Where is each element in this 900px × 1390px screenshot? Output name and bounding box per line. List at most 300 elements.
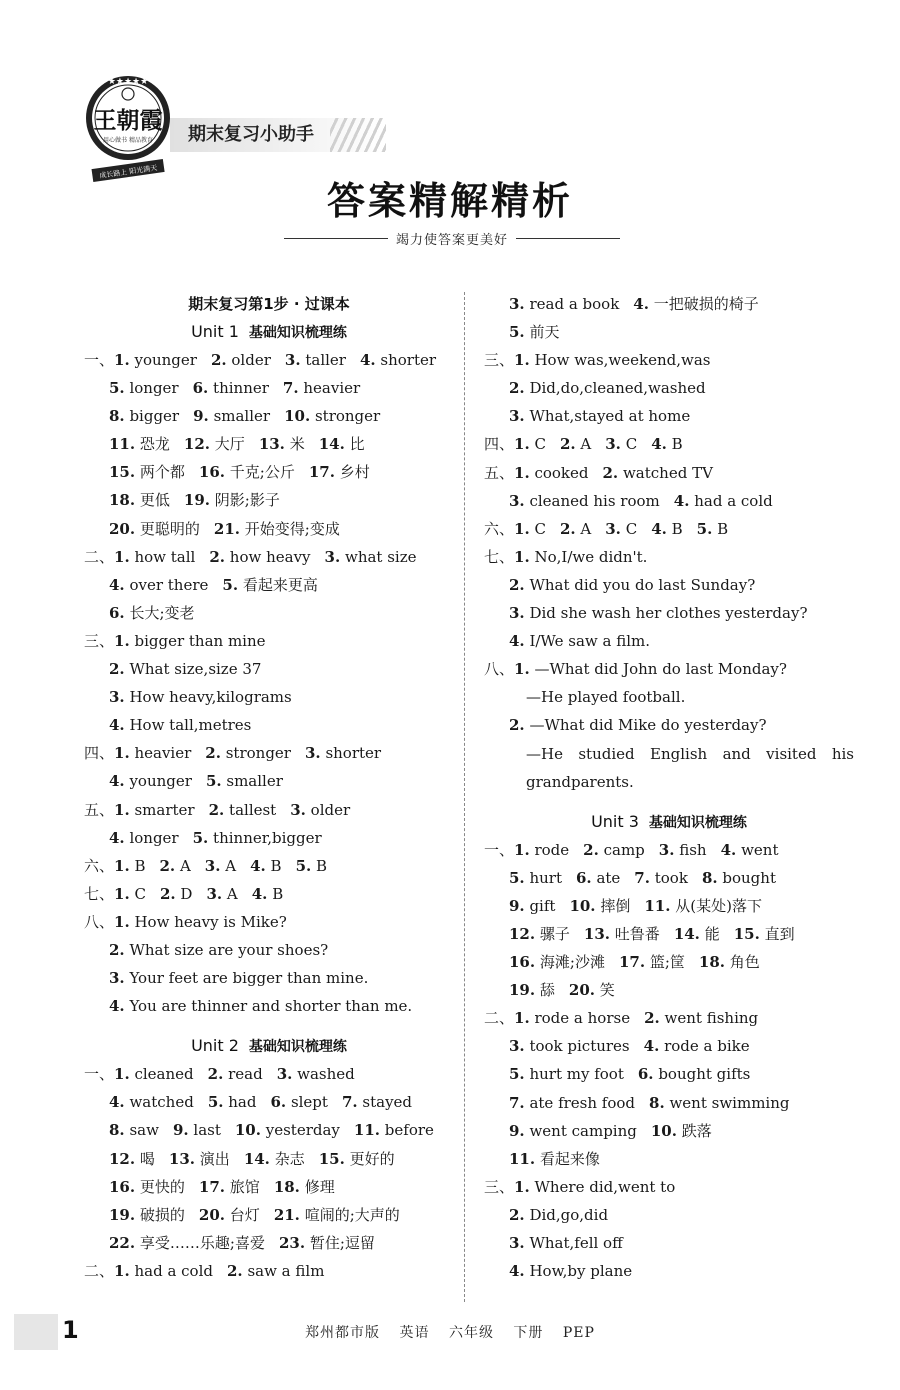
answer-text: 能 (704, 924, 720, 943)
question-number: 2. (583, 840, 599, 859)
question-number: 7. (341, 1093, 358, 1112)
answer-text: 演出 (199, 1149, 230, 1168)
answer-text: bought (722, 868, 776, 887)
answer-text: No,I/we didn't. (534, 547, 648, 566)
question-number: 3. (509, 295, 525, 313)
logo-sub2: 成长路上 阳光满天 (98, 163, 158, 180)
answer-row (484, 318, 854, 346)
answer-row (84, 880, 454, 908)
answer-row (484, 1201, 854, 1229)
answer-text: 修理 (304, 1177, 335, 1196)
answer-row (84, 739, 454, 767)
question-number: 4. (359, 351, 376, 369)
question-number: 3. (509, 407, 525, 426)
footer-grade: 六年级 (448, 1325, 494, 1341)
page-number: 1 (62, 1316, 79, 1344)
answer-text: —What did John do last Monday? (534, 660, 787, 679)
question-number: 1. (114, 744, 130, 763)
answer-text: What size,size 37 (129, 660, 262, 679)
question-group-label: 五、 (84, 800, 115, 819)
footer-version: PEP (562, 1325, 595, 1341)
unit-2-answers (84, 1060, 454, 1285)
answer-text: How heavy is Mike? (134, 912, 287, 931)
answer-row (84, 936, 454, 964)
answer-row (484, 543, 854, 571)
question-number: 19. (509, 981, 536, 1000)
answer-text: older (231, 351, 271, 369)
answer-row (484, 1089, 854, 1117)
answer-text: went fishing (664, 1009, 759, 1028)
answer-text: 大厅 (214, 435, 245, 454)
question-number: 3. (324, 547, 341, 566)
answer-row (84, 1229, 454, 1257)
answer-row (484, 599, 854, 627)
question-number: 4. (643, 1037, 660, 1056)
answer-text: 暂住;逗留 (309, 1233, 375, 1252)
answer-text: 海滩;沙滩 (539, 953, 605, 972)
question-number: 8. (649, 1093, 665, 1112)
banner-stripes (330, 118, 386, 152)
answer-text: 更好的 (349, 1149, 395, 1168)
question-number: 10. (650, 1121, 677, 1140)
answer-row (484, 459, 854, 487)
answer-row (84, 1088, 454, 1116)
answer-text: longer (129, 828, 179, 847)
question-number: 4. (109, 1093, 125, 1112)
answer-text: stronger (225, 744, 291, 763)
answer-text: thinner (213, 379, 269, 398)
question-number: 3. (304, 744, 321, 763)
question-number: 5. (192, 828, 209, 847)
answer-text: A (580, 435, 592, 454)
answer-text: 台灯 (229, 1205, 260, 1224)
answer-text: younger (129, 772, 192, 791)
answer-text: smarter (134, 800, 195, 819)
unit-1-title (84, 318, 454, 346)
answer-row (84, 1116, 454, 1144)
answer-text: longer (129, 379, 179, 398)
question-number: 15. (733, 924, 760, 943)
answer-text: 角色 (729, 953, 760, 972)
question-group-label: 二、 (84, 547, 115, 566)
answer-text: How heavy,kilograms (129, 688, 292, 707)
header-banner: 期末复习小助手 (170, 118, 382, 152)
answer-row (84, 627, 454, 655)
question-group-label: 四、 (84, 744, 115, 763)
answer-text: saw (129, 1121, 159, 1140)
question-group-label: 三、 (84, 631, 115, 650)
question-number: 3. (605, 519, 621, 538)
answer-row (84, 852, 454, 880)
question-number: 17. (198, 1177, 226, 1196)
question-number: 5. (205, 772, 222, 791)
question-number: 8. (109, 1121, 125, 1140)
question-number: 2. (209, 547, 226, 566)
question-number: 1. (514, 351, 530, 370)
answer-row (84, 711, 454, 739)
answer-text: bigger (129, 407, 180, 426)
question-number: 6. (637, 1065, 654, 1084)
logo-sub1: 用心做书 精品教育 (103, 137, 153, 144)
unit-3-title (484, 808, 854, 836)
answer-text: older (310, 800, 351, 819)
answer-text: A (226, 884, 238, 903)
question-group-label: 二、 (84, 1261, 115, 1280)
question-number: 3. (109, 969, 125, 988)
question-number: 8. (109, 407, 125, 426)
answer-text: 前天 (529, 323, 560, 342)
answer-text: smaller (213, 407, 271, 426)
question-group-label: 四、 (484, 435, 515, 454)
answer-row (84, 796, 454, 824)
answer-row (484, 976, 854, 1004)
question-number: 5. (696, 519, 713, 538)
question-group-label: 五、 (484, 463, 515, 482)
left-column (84, 290, 454, 1285)
answer-text: rode a bike (664, 1037, 750, 1056)
svg-text:★★★★★: ★★★★★ (107, 77, 149, 87)
answer-text: stronger (314, 407, 381, 426)
answer-text: shorter (380, 351, 437, 369)
question-number: 2. (159, 856, 176, 875)
answer-text: 长大;变老 (129, 603, 195, 622)
unit-2-name: Unit 2 (191, 1036, 239, 1056)
question-number: 18. (698, 953, 726, 972)
answer-text: cooked (534, 463, 589, 482)
answer-row (84, 655, 454, 683)
answer-text: washed (297, 1065, 355, 1084)
answer-row (484, 1032, 854, 1060)
answer-text: A (225, 856, 237, 875)
question-number: 2. (509, 1205, 525, 1224)
question-number: 1. (114, 631, 130, 650)
answer-text: 杂志 (274, 1149, 305, 1168)
answer-text: had a cold (694, 491, 773, 510)
answer-text: 从(某处)落下 (675, 896, 762, 915)
answer-text: C (534, 435, 546, 454)
question-number: 3. (290, 800, 306, 819)
question-number: 12. (109, 1149, 136, 1168)
answer-text: slept (290, 1093, 328, 1112)
answer-text: A (179, 856, 191, 875)
page-title: 答案精解精析 (326, 179, 573, 223)
question-number: 14. (673, 924, 700, 943)
answer-row (484, 290, 854, 318)
question-number: 1. (514, 660, 530, 679)
answer-row (84, 824, 454, 852)
question-number: 19. (109, 1205, 136, 1224)
question-number: 4. (509, 1262, 525, 1281)
answer-text: 乡村 (339, 463, 370, 482)
question-number: 2. (208, 800, 225, 819)
question-number: 6. (575, 868, 592, 887)
unit-1-label: 基础知识梳理练 (248, 325, 347, 341)
answer-text: You are thinner and shorter than me. (129, 997, 413, 1016)
question-number: 3. (204, 856, 221, 875)
unit-1-name: Unit 1 (191, 322, 239, 341)
answer-row (484, 1060, 854, 1088)
question-number: 5. (509, 1065, 525, 1084)
question-number: 1. (514, 547, 530, 566)
answer-text: 篮;筐 (649, 953, 685, 972)
answer-row (484, 402, 854, 430)
question-number: 7. (282, 379, 299, 398)
unit-3-label: 基础知识梳理练 (648, 814, 747, 831)
question-number: 1. (114, 547, 130, 566)
answer-row (484, 571, 854, 599)
answer-text: before (384, 1121, 434, 1140)
answer-text: 直到 (764, 924, 795, 943)
answer-text: I/We saw a film. (529, 632, 651, 651)
answer-row (84, 458, 454, 486)
answer-text: cleaned his room (529, 491, 660, 510)
section-title: 期末复习第1步 · 过课本 (188, 295, 350, 313)
answer-text: 旅馆 (229, 1177, 260, 1196)
unit-2-answers-continued (484, 290, 854, 796)
question-number: 5. (509, 868, 525, 887)
question-number: 1. (114, 912, 130, 931)
question-number: 3. (509, 1234, 525, 1252)
answer-text: hurt my foot (529, 1065, 624, 1084)
answer-row (84, 1257, 454, 1285)
question-group-label: 一、 (84, 1065, 115, 1084)
answer-text: ate fresh food (529, 1093, 636, 1112)
answer-text: ate (596, 868, 621, 887)
answer-text: What did you do last Sunday? (529, 575, 756, 594)
answer-text: thinner,bigger (213, 828, 322, 847)
question-number: 23. (278, 1233, 306, 1252)
answer-row (84, 964, 454, 992)
question-number: 3. (206, 884, 223, 903)
question-number: 2. (207, 1065, 224, 1084)
answer-row (84, 1201, 454, 1229)
question-number: 11. (644, 896, 671, 915)
answer-text: taller (305, 351, 346, 369)
question-number: 4. (509, 632, 525, 651)
question-number: 1. (514, 519, 530, 538)
answer-text: What,fell off (529, 1234, 623, 1252)
answer-row (484, 1257, 854, 1285)
question-number: 4. (651, 519, 667, 538)
answer-row (84, 374, 454, 402)
answer-text: shorter (325, 744, 382, 763)
answer-text: 千克;公斤 (229, 463, 295, 482)
answer-text: what size (344, 547, 417, 566)
answer-row (84, 346, 454, 374)
answer-text: 更低 (139, 491, 170, 510)
question-number: 4. (651, 435, 667, 454)
answer-text: fish (679, 840, 707, 859)
answer-text: What size are your shoes? (129, 940, 329, 959)
answer-text: younger (134, 351, 197, 369)
question-group-label: 六、 (484, 519, 515, 538)
answer-text: 破损的 (139, 1205, 185, 1224)
question-number: 13. (168, 1149, 196, 1168)
answer-row (484, 864, 854, 892)
question-number: 21. (273, 1205, 300, 1224)
answer-text: 看起来像 (539, 1149, 600, 1168)
question-number: 2. (109, 660, 125, 679)
answer-row (484, 1145, 854, 1173)
answer-text: read a book (529, 295, 620, 313)
question-number: 15. (109, 463, 136, 482)
question-number: 9. (193, 407, 209, 426)
question-number: 20. (109, 519, 136, 538)
question-number: 1. (514, 840, 530, 859)
answer-row (484, 920, 854, 948)
question-number: 1. (114, 884, 130, 903)
question-number: 4. (109, 716, 125, 735)
question-number: 2. (509, 575, 525, 594)
answer-text: 恐龙 (139, 435, 170, 454)
answer-text: C (534, 519, 546, 538)
question-number: 10. (569, 896, 596, 915)
answer-row (484, 1117, 854, 1145)
answer-text: 两个都 (139, 463, 185, 482)
question-number: 1. (114, 351, 130, 369)
answer-text: went swimming (669, 1093, 790, 1112)
question-number: 2. (205, 744, 221, 763)
answer-row (84, 992, 454, 1020)
question-number: 4. (250, 856, 266, 875)
question-group-label: 三、 (484, 351, 515, 370)
question-number: 3. (605, 435, 621, 454)
answer-row (484, 836, 854, 864)
footer-edition (0, 1322, 900, 1342)
question-number: 9. (509, 896, 525, 915)
question-number: 1. (114, 1261, 130, 1280)
answer-text: C (625, 435, 638, 454)
answer-row (484, 346, 854, 374)
answer-text: cleaned (134, 1065, 194, 1084)
question-number: 13. (583, 924, 611, 943)
question-number: 8. (701, 868, 718, 887)
question-number: 4. (633, 295, 649, 313)
answer-text: took pictures (529, 1037, 630, 1056)
answer-text: Did,do,cleaned,washed (529, 379, 706, 398)
answer-text: What,stayed at home (529, 407, 691, 426)
answer-row (484, 627, 854, 655)
question-number: 3. (284, 351, 301, 369)
answer-text: B (134, 856, 146, 875)
unit-2-label: 基础知识梳理练 (248, 1039, 347, 1056)
question-number: 2. (159, 884, 176, 903)
answer-text: How,by plane (529, 1262, 633, 1281)
question-number: 6. (192, 379, 209, 398)
logo-name: 王朝霞 (93, 107, 163, 134)
answer-row (484, 1173, 854, 1201)
question-number: 17. (618, 953, 646, 972)
question-number: 1. (514, 463, 530, 482)
answer-text: watched (129, 1093, 194, 1112)
answer-text: last (193, 1121, 221, 1140)
answer-text: 喝 (139, 1149, 155, 1168)
question-number: 2. (602, 463, 619, 482)
answer-text: C (134, 884, 146, 903)
answer-row (84, 402, 454, 430)
right-column (484, 290, 854, 1285)
question-number: 15. (318, 1149, 345, 1168)
answer-text: yesterday (265, 1121, 340, 1140)
answer-text: 骡子 (539, 924, 570, 943)
answer-text: had (228, 1093, 257, 1112)
answer-row (484, 430, 854, 458)
answer-row (484, 374, 854, 402)
question-number: 1. (114, 800, 130, 819)
question-number: 12. (509, 924, 536, 943)
question-number: 10. (234, 1121, 261, 1140)
answer-text: B (272, 884, 284, 903)
question-number: 3. (509, 604, 525, 623)
question-number: 1. (114, 856, 130, 875)
answer-text: B (316, 856, 328, 875)
answer-row (84, 543, 454, 571)
question-number: 5. (109, 379, 125, 398)
question-number: 4. (251, 884, 268, 903)
footer-edition-name: 郑州都市版 (305, 1325, 381, 1341)
answer-text: went camping (529, 1121, 637, 1140)
answer-row (84, 767, 454, 795)
question-number: 4. (109, 828, 125, 847)
answer-text: tallest (229, 800, 277, 819)
question-number: 11. (353, 1121, 381, 1140)
answer-text: took (654, 868, 688, 887)
question-number: 5. (509, 323, 525, 342)
question-group-label: 三、 (484, 1177, 515, 1196)
answer-text: Your feet are bigger than mine. (129, 969, 369, 988)
answer-row (84, 908, 454, 936)
answer-text: stayed (362, 1093, 413, 1112)
answer-text: How tall,metres (129, 716, 252, 735)
answer-text: bought gifts (658, 1065, 751, 1084)
column-divider (464, 292, 465, 1302)
answer-text: how heavy (229, 547, 311, 566)
answer-text: Where did,went to (534, 1177, 676, 1196)
question-number: 2. (226, 1261, 243, 1280)
answer-text: 一把破损的椅子 (653, 295, 759, 313)
question-number: 20. (198, 1205, 226, 1224)
wangzhaoxia-logo (82, 72, 174, 184)
answer-text: 比 (349, 435, 365, 454)
question-number: 1. (114, 1065, 130, 1084)
answer-text: had a cold (134, 1261, 213, 1280)
answer-text: 舔 (539, 981, 555, 1000)
question-number: 14. (243, 1149, 270, 1168)
subtitle-row (284, 228, 620, 248)
question-number: 14. (318, 435, 345, 454)
question-number: 2. (109, 940, 125, 959)
question-number: 5. (222, 575, 239, 594)
question-group-label: 七、 (84, 884, 115, 903)
subtitle-line-right (516, 238, 620, 239)
answer-row (484, 655, 854, 683)
answer-text: 开始变得;变成 (244, 519, 340, 538)
answer-row (484, 711, 854, 739)
question-group-label: 一、 (84, 351, 115, 369)
answer-text: B (671, 435, 683, 454)
answer-row (484, 948, 854, 976)
answer-text: B (717, 519, 729, 538)
question-number: 7. (509, 1093, 525, 1112)
question-group-label: 六、 (84, 856, 115, 875)
question-number: 16. (109, 1177, 136, 1196)
answer-row (84, 486, 454, 514)
answer-text: 更聪明的 (139, 519, 200, 538)
answer-row (84, 515, 454, 543)
answer-text: camp (603, 840, 645, 859)
answer-text: 跌落 (681, 1121, 712, 1140)
question-number: 4. (109, 772, 125, 791)
